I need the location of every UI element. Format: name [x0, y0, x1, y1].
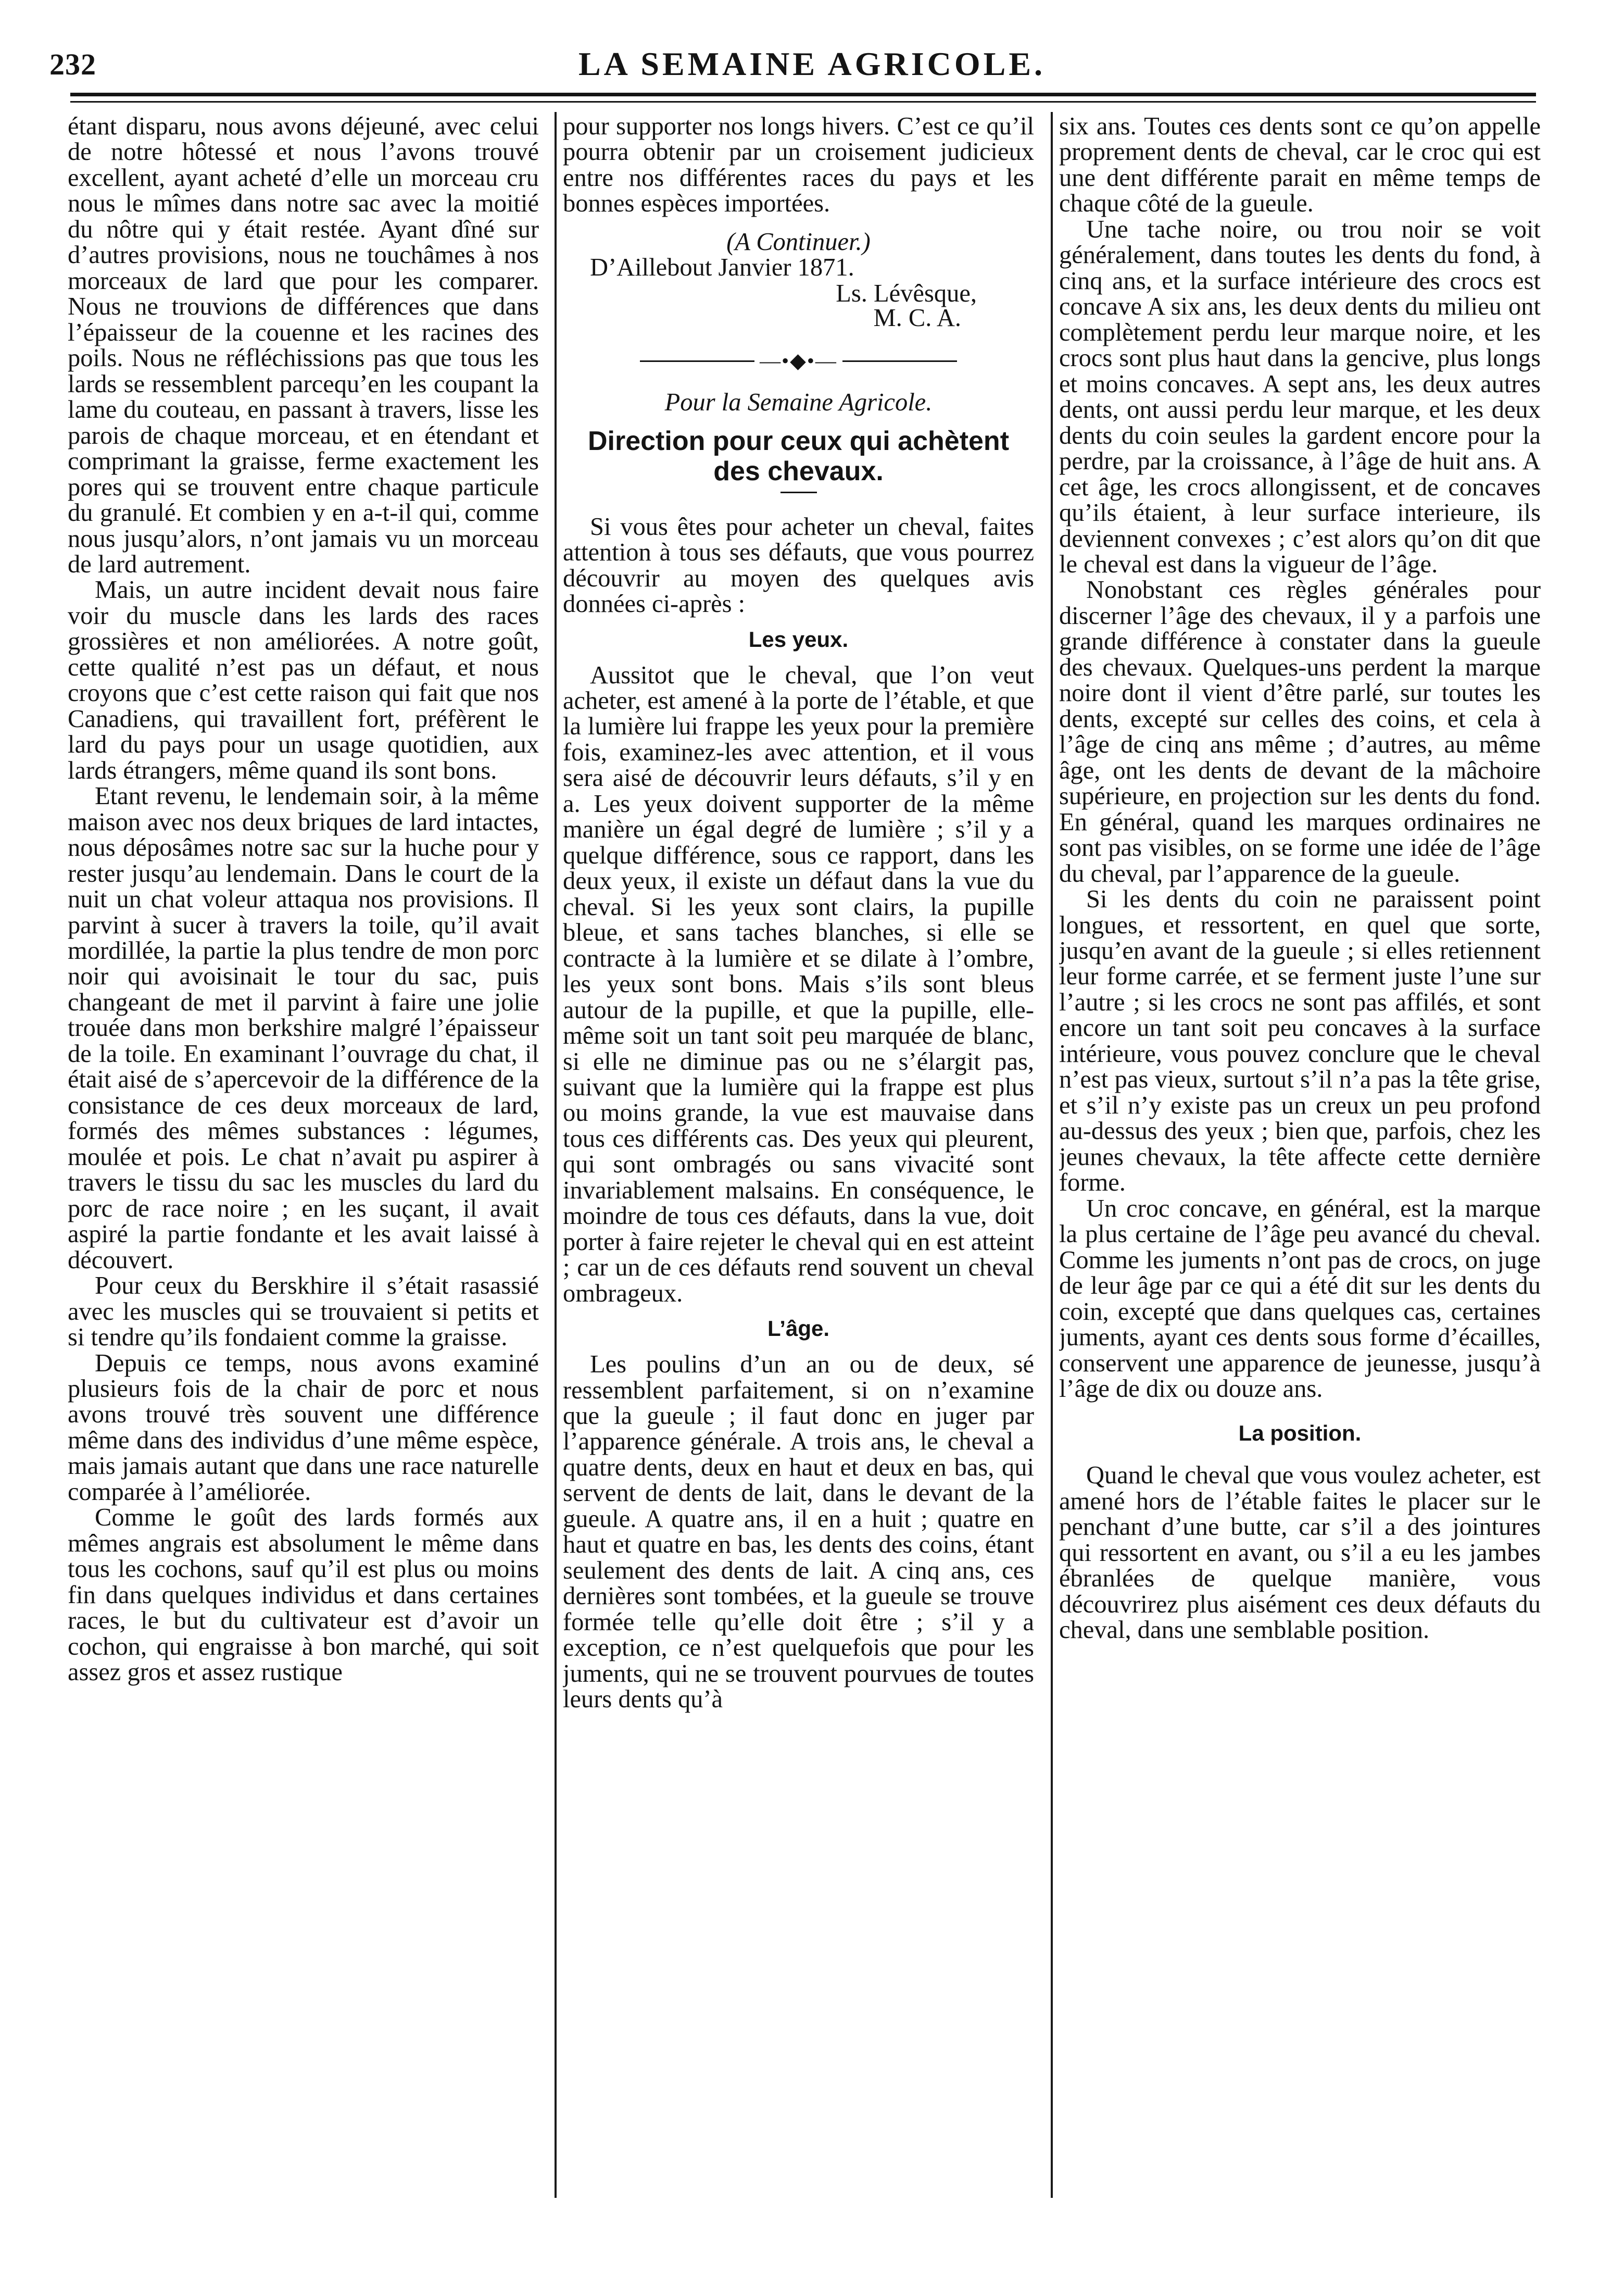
paragraph: étant disparu, nous avons déjeuné, avec celui de notre hôtessé et nous l’avons trouvé excellent, ayant acheté d’elle un morceau cru nous le mîmes dans notre sac avec la moitié du nôtre qui y était restée. Ayant dîné sur d’autres provisions, nous ne touchâmes à nos morceaux de lard que pour les comparer. Nous ne trouvions de différences que dans l’épaisseur de la couenne et les racines des poils. Nous ne réfléchissions pas que tous les lards se ressemblent parcequ’en les coupant la lame du couteau, en passant à travers, lisse les parois de chaque morceau, et en étendant et comprimant la graisse, ferme exactement les pores qui se trouvent entre chaque particule du granulé. Et combien y en a-t-il qui, comme nous jusqu’alors, n’ont jamais vu un morceau de lard autrement.	[68, 114, 539, 578]
page-number: 232	[49, 47, 96, 81]
section-heading: Les yeux.	[748, 627, 849, 652]
column-divider-right	[1051, 112, 1053, 2198]
author-name: Ls. Lévêsque,	[836, 279, 977, 307]
header-rule-thick	[70, 93, 1536, 96]
paragraph: Nonobstant ces règles générales pour discerner l’âge des chevaux, il y a parfois une grande différence à constater dans la gueule des chevaux. Quelques-uns perdent la marque noire dont il vient d’être parlé, sur toutes les dents, excepté sur celles des coins, et cela à l’âge de cinq ans même ; d’autres, au même âge, ont les dents de devant de la mâchoire supérieure, en projection sur les dents du fond. En général, quand les marques ordinaires ne sont pas visibles, on se forme une idée de l’âge du cheval, par l’apparence de la gueule.	[1059, 576, 1541, 887]
header-rule-thin	[70, 101, 1536, 103]
column-2	[563, 114, 1034, 2207]
intro-paragraph: Si vous êtes pour acheter un cheval, faites attention à tous ses défauts, que vous pourrez découvrir au moyen des quelques avis données ci-après :	[563, 512, 1034, 618]
paragraph: Pour ceux du Berskhire il s’était rasassié avec les muscles qui se trouvaient si petits et si tendre qu’ils fondaient comme la graisse.	[68, 1272, 539, 1352]
author-title: M. C. A.	[873, 304, 961, 332]
column-divider-left	[555, 112, 557, 2198]
section-heading: La position.	[1238, 1421, 1362, 1446]
byline: Pour la Semaine Agricole.	[664, 388, 933, 416]
paragraph: six ans. Toutes ces dents sont ce qu’on appelle proprement dents de cheval, car le croc qui est une dent différente parait en même temps de chaque côté de la gueule.	[1059, 114, 1541, 218]
ornament-divider: —•◆•—	[563, 349, 1034, 372]
paragraph: Comme le goût des lards formés aux mêmes angrais est absolument le même dans tous les cochons, sauf qu’il est plus ou moins fin dans quelques individus et dans certaines races, le but du cultivateur est d’avoir un cochon, qui engraisse à bon marché, qui soit assez gros et assez rustique	[68, 1504, 539, 1686]
paragraph: pour supporter nos longs hivers. C’est ce qu’il pourra obtenir par un croisement judicieux entre nos différentes races du pays et les bonnes espèces importées.	[563, 114, 1034, 218]
paragraph: Un croc concave, en général, est la marque la plus certaine de l’âge peu avancé du cheval. Comme les juments n’ont pas de crocs, on juge de leur âge par ce qui a été dit sur les dents du coin, excepté que dans quelques cas, certaines juments, ayant ces dents sous forme d’écailles, conservent une apparence de jeunesse, jusqu’à l’âge de dix ou douze ans.	[1059, 1194, 1541, 1403]
column-3	[1059, 114, 1541, 2207]
paragraph: Mais, un autre incident devait nous faire voir du muscle dans les lards des races grossières et non améliorées. A notre goût, cette qualité n’est pas un défaut, et nous croyons que c’est cette raison qui fait que nos Canadiens, qui travaillent fort, préfèrent le lard du pays pour un usage quotidien, aux lards étrangers, même quand ils sont bons.	[68, 576, 539, 784]
paragraph: Quand le cheval que vous voulez acheter, est amené hors de l’étable faites le placer sur le penchant d’une butte, car s’il a des jointures qui ressortent en avant, ou s’il a eu les jambes ébranlées de quelque manière, vous découvrirez plus aisément ces deux défauts du cheval, dans une semblable position.	[1059, 1461, 1541, 1644]
paragraph: Les poulins d’un an ou de deux, sé ressemblent parfaitement, si on n’examine que la gueule ; il faut donc en juger par l’apparence générale. A trois ans, le cheval a quatre dents, deux en haut et deux en bas, qui servent de dents de lait, dans le devant de la gueule. A quatre ans, il en a huit ; quatre en haut et quatre en bas, les dents des coins, étant seulement des dents de lait. A cinq ans, ces dernières sont tombées, et la gueule se trouve formée telle qu’elle doit être ; s’il y a exception, ce n’est quelquefois que pour les juments, qui ne se trouvent pourvues de toutes leurs dents qu’à	[563, 1350, 1034, 1714]
article-title: Direction pour ceux qui achètent des chevaux.	[587, 426, 1010, 486]
column-1	[68, 114, 539, 2207]
paragraph: Si les dents du coin ne paraissent point longues, et ressortent, en quel que sorte, jusqu’en avant de la gueule ; si elles retiennent leur forme carrée, et se ferment juste l’une sur l’autre ; si les crocs ne sont pas affilés, et sont encore un tant soit peu concaves à la surface intérieure, vous pouvez conclure que le cheval n’est pas vieux, surtout s’il n’a pas la tête grise, et s’il n’y existe pas un creux un peu profond au-dessus des yeux ; bien que, parfois, chez les jeunes chevaux, la tête affecte cette dernière forme.	[1059, 885, 1541, 1197]
paragraph: Aussitot que le cheval, que l’on veut acheter, est amené à la porte de l’étable, et que la lumière lui frappe les yeux pour la première fois, examinez-les avec attention, et il vous sera aisé de découvrir leurs défauts, s’il y en a. Les yeux doivent supporter de la même manière un égal degré de lumière ; s’il y a quelque différence, sous ce rapport, dans les deux yeux, il existe un défaut dans la vue du cheval. Si les yeux sont clairs, la pupille bleue, et sans taches blanches, si elle se contracte à la lumière et se dilate à l’ombre, les yeux sont bons. Mais s’ils sont bleus autour de la pupille, et que la pupille, elle-même soit un tant soit peu marquée de blanc, si elle ne diminue pas ou ne s’élargit pas, suivant que la lumière qui la frappe est plus ou moins grande, la vue est mauvaise dans tous ces différents cas. Des yeux qui pleurent, qui sont ombragés ou sans vivacité sont invariablement malsains. En conséquence, le moindre de tous ces défauts, dans la vue, doit porter à faire rejeter le cheval qui en est atteint ; car un de ces défauts rend souvent un cheval ombrageux.	[563, 661, 1034, 1307]
running-head: LA SEMAINE AGRICOLE.	[578, 45, 1046, 82]
paragraph: Une tache noire, ou trou noir se voit généralement, dans toutes les dents du fond, à cinq ans, et la surface intérieure des crocs est concave A six ans, les deux dents du milieu ont complètement perdu leur marque noire, et les crocs sont plus haut dans la gencive, plus longs et moins concaves. A sept ans, les deux autres dents, ont aussi perdu leur marque, et les deux dents du coin seules la gardent encore pour la perdre, par la croissance, à l’âge de huit ans. A cet âge, les crocs allongissent, et de concaves qu’ils étaient, à leur surface interieure, ils deviennent convexes ; c’est alors qu’on dit que le cheval est dans la vigueur de l’âge.	[1059, 215, 1541, 578]
paragraph: Etant revenu, le lendemain soir, à la même maison avec nos deux briques de lard intactes, nous déposâmes notre sac sur la huche pour y rester jusqu’au lendemain. Dans le court de la nuit un chat voleur attaqua nos provisions. Il parvint à sucer à travers la toile, qu’il avait mordillée, la partie la plus tendre de mon porc noir qui avoisinait le tour du sac, puis changeant de met il parvint à faire une jolie trouée dans mon berkshire malgré l’épaisseur de la toile. En examinant l’ouvrage du chat, il était aisé de s’apercevoir de la différence de la consistance de ces deux morceaux de lard, formés des mêmes substances : légumes, moulée et pois. Le chat n’avait pu aspirer à travers le tissu du sac les muscles du lard du porc de race noire ; en les suçant, il avait aspiré la partie fondante et les avait laissé à découvert.	[68, 782, 539, 1274]
continued-note: (A Continuer.)	[726, 228, 871, 256]
paragraph: Depuis ce temps, nous avons examiné plusieurs fois de la chair de porc et nous avons trouvé très souvent une différence même dans des individus d’une même espèce, mais jamais autant que dans une race naturelle comparée à l’améliorée.	[68, 1349, 539, 1506]
section-heading: L’âge.	[767, 1316, 830, 1341]
dateline: D’Aillebout Janvier 1871.	[590, 254, 854, 282]
title-rule	[780, 492, 817, 493]
